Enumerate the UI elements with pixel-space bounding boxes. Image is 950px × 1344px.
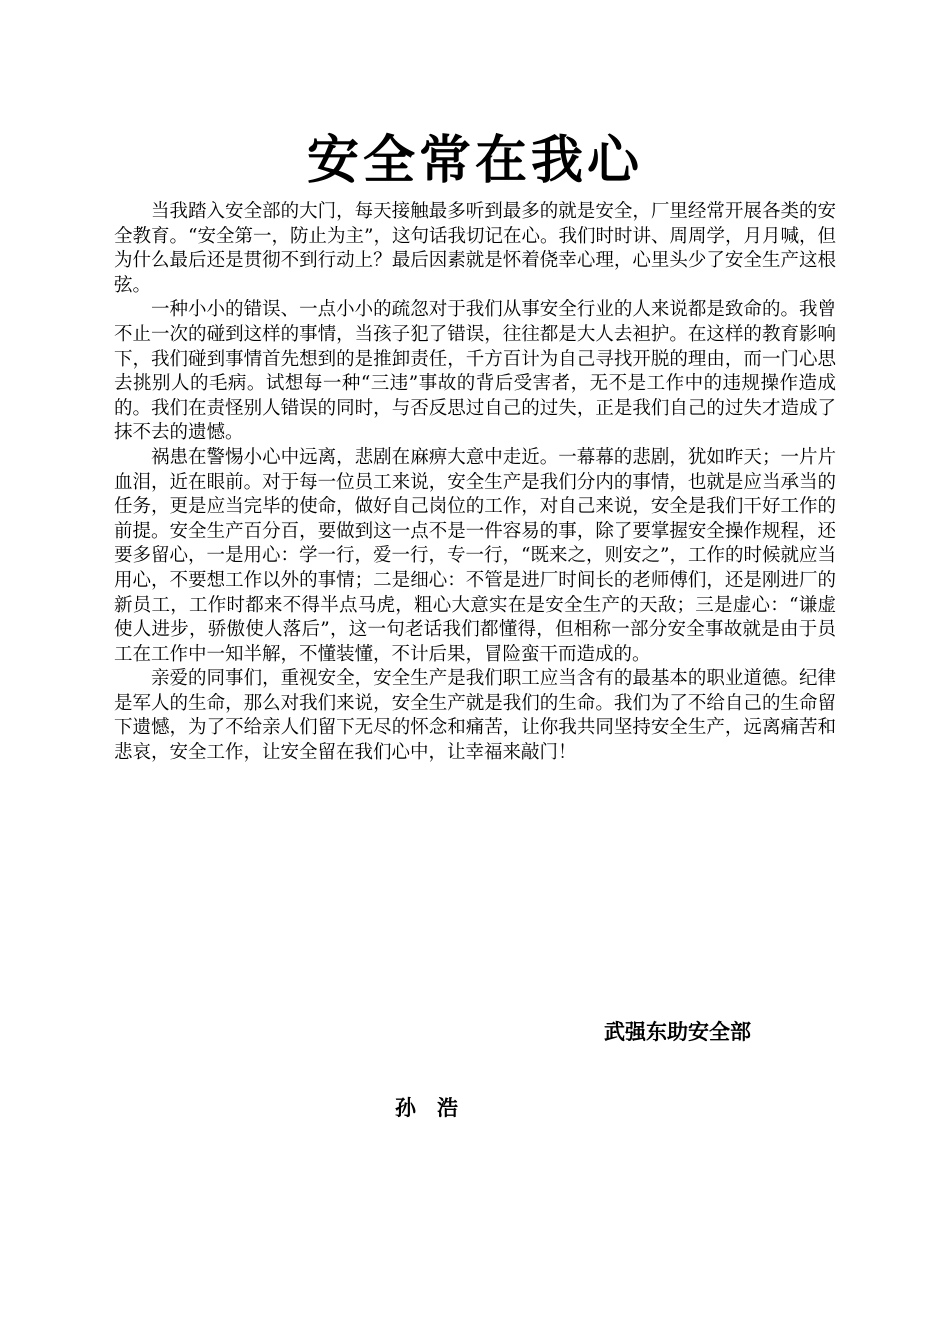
body-paragraph-4: 亲爱的同事们，重视安全，安全生产是我们职工应当含有的最基本的职业道德。纪律是军人的生命，那么对我们来说，安全生产就是我们的生命。我们为了不给自己的生命留下遗憾，为了不给亲人们留下无尽的怀念和痛苦，让你我共同坚持安全生产，远离痛苦和悲哀，安全工作，让安全留在我们心中，让幸福来敲门！ <box>114 668 836 764</box>
document-body <box>114 200 836 766</box>
body-paragraph-1: 当我踏入安全部的大门，每天接触最多听到最多的就是安全，厂里经常开展各类的安全教育。“安全第一，防止为主”，这句话我切记在心。我们时时讲、周周学，月月喊，但为什么最后还是贯彻不到行动上？最后因素就是怀着侥幸心理，心里头少了安全生产这根弦。 <box>114 201 836 296</box>
document-title: 安全常在我心 <box>306 130 643 191</box>
signature-department: 武强东助安全部 <box>604 1019 751 1044</box>
body-paragraph-3: 祸患在警惕小心中远离，悲剧在麻痹大意中走近。一幕幕的悲剧，犹如昨天；一片片血泪，近在眼前。对于每一位员工来说，安全生产是我们分内的事情，也就是应当承当的任务，更是应当完毕的使命，做好自己岗位的工作，对自己来说，安全是我们干好工作的前提。安全生产百分百，要做到这一点不是一件容易的事，除了要掌握安全操作规程，还要多留心，一是用心：学一行，爱一行，专一行，“既来之，则安之”，工作的时候就应当用心，不要想工作以外的事情；二是细心：不管是进厂时间长的老师傅们，还是刚进厂的新员工，工作时都来不得半点马虎，粗心大意实在是安全生产的天敌；三是虚心：“谦虚使人进步，骄傲使人落后”，这一句老话我们都懂得，但相称一部分安全事故就是由于员工在工作中一知半解，不懂装懂，不计后果，冒险蛮干而造成的。 <box>114 446 836 665</box>
signature-author: 孙 浩 <box>395 1095 458 1120</box>
body-paragraph-2: 一种小小的错误、一点小小的疏忽对于我们从事安全行业的人来说都是致命的。我曾不止一次的碰到这样的事情，当孩子犯了错误，往往都是大人去袒护。在这样的教育影响下，我们碰到事情首先想到的是推卸责任，千方百计为自己寻找开脱的理由，而一门心思去挑别人的毛病。试想每一种“三违”事故的背后受害者，无不是工作中的违规操作造成的。我们在责怪别人错误的同时，与否反思过自己的过失，正是我们自己的过失才造成了抹不去的遗憾。 <box>114 299 836 444</box>
